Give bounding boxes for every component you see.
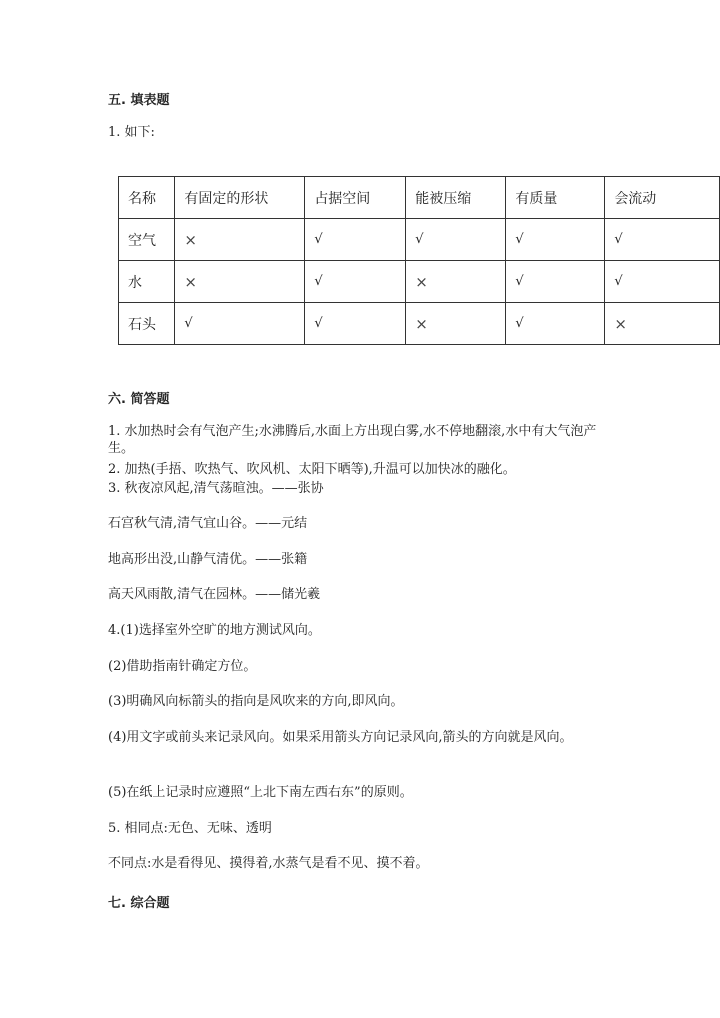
- row-label-air: 空气: [119, 219, 175, 261]
- table-cell: √: [305, 261, 406, 303]
- q1-label: 1. 如下:: [108, 125, 155, 140]
- table-header-cell: 有质量: [506, 177, 605, 219]
- answer-5-line1: 5. 相同点:无色、无味、透明: [108, 821, 272, 836]
- answer-4-3: (3)明确风向标箭头的指向是风吹来的方向,即风向。: [108, 694, 404, 709]
- answer-2: 2. 加热(手捂、吹热气、吹风机、太阳下晒等),升温可以加快冰的融化。: [108, 462, 516, 477]
- table-cell: √: [605, 261, 720, 303]
- table-row: [119, 261, 720, 303]
- table-header-cell: 会流动: [605, 177, 720, 219]
- table-cell: ×: [605, 303, 720, 345]
- table-cell: ×: [175, 261, 305, 303]
- table-cell: √: [305, 219, 406, 261]
- table-header-cell: 能被压缩: [406, 177, 506, 219]
- table-header-row: [119, 177, 720, 219]
- answer-4-5: (5)在纸上记录时应遵照“上北下南左西右东”的原则。: [108, 785, 413, 800]
- answer-1: 1. 水加热时会有气泡产生;水沸腾后,水面上方出现白雾,水不停地翻滚,水中有大气泡产生。: [108, 424, 597, 456]
- table-header-cell: 占据空间: [305, 177, 406, 219]
- table-row: [119, 219, 720, 261]
- row-label-stone: 石头: [119, 303, 175, 345]
- answer-3-line2: 石宫秋气清,清气宜山谷。——元结: [108, 516, 308, 531]
- table-row: [119, 303, 720, 345]
- answer-4-1: 4.(1)选择室外空旷的地方测试风向。: [108, 623, 321, 638]
- answer-5-line2: 不同点:水是看得见、摸得着,水蒸气是看不见、摸不着。: [108, 856, 429, 871]
- table-cell: ×: [406, 303, 506, 345]
- table-cell: √: [506, 219, 605, 261]
- table-header-cell: 名称: [119, 177, 175, 219]
- table-cell: √: [506, 261, 605, 303]
- table-cell: ×: [175, 219, 305, 261]
- answer-4-2: (2)借助指南针确定方位。: [108, 659, 257, 674]
- section6-title: 六. 简答题: [108, 392, 170, 407]
- table-cell: ×: [406, 261, 506, 303]
- table-cell: √: [305, 303, 406, 345]
- table-header-cell: 有固定的形状: [175, 177, 305, 219]
- table-cell: √: [406, 219, 506, 261]
- table-cell: √: [605, 219, 720, 261]
- section5-title: 五. 填表题: [108, 93, 170, 108]
- answer-4-4: (4)用文字或前头来记录风向。如果采用箭头方向记录风向,箭头的方向就是风向。: [108, 730, 573, 745]
- section7-title: 七. 综合题: [108, 896, 170, 911]
- answer-3-line1: 3. 秋夜凉风起,清气荡暄浊。——张协: [108, 481, 324, 496]
- answer-3-line3: 地高形出没,山静气清优。——张籍: [108, 552, 308, 567]
- properties-table: [118, 176, 720, 345]
- table-cell: √: [175, 303, 305, 345]
- table-cell: √: [506, 303, 605, 345]
- row-label-water: 水: [119, 261, 175, 303]
- answer-3-line4: 高天风雨散,清气在园林。——储光羲: [108, 587, 321, 602]
